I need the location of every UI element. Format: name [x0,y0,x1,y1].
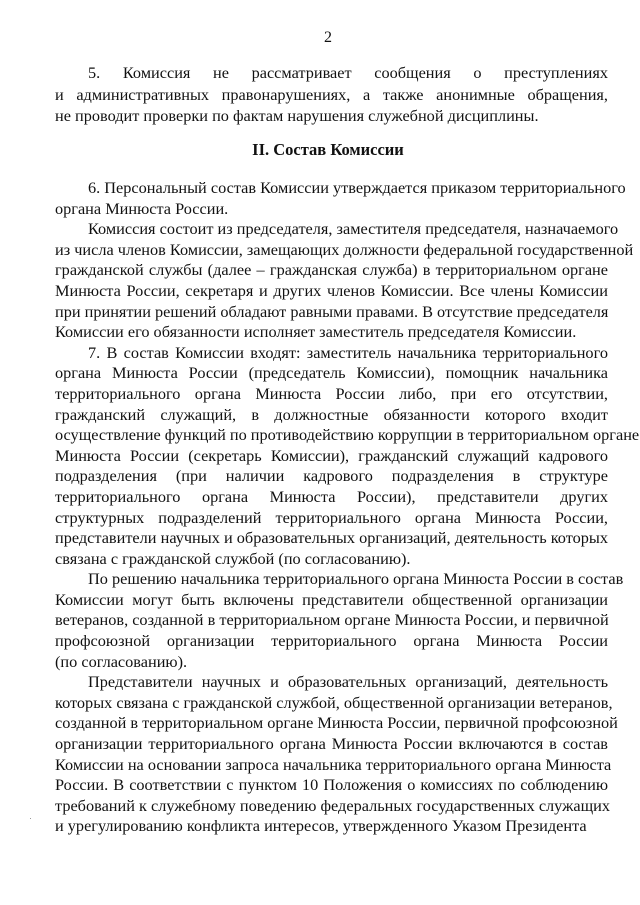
text-line: органа Минюста России (председатель Комиссии), помощник начальника [55,363,608,383]
text-line: 6. Персональный состав Комиссии утверждается приказом территориального [88,178,626,197]
text-line: Минюста России (секретарь Комиссии), гражданский служащий кадрового [55,445,608,465]
text-line: организации территориального органа Минюста России включаются в состав [55,734,608,754]
text-line: Минюста России, секретаря и других членов Комиссии. Все члены Комиссии [55,280,608,300]
text-line: при принятии решений обладают равными правами. В отсутствие председателя [55,301,609,321]
text-line: созданной в территориальном органе Минюста России, первичной профсоюзной [55,713,618,733]
text-line: (по согласованию). [55,651,188,671]
paragraph-decision [55,569,624,672]
paragraph-6 [55,178,626,219]
text-line: связана с гражданской службой (по согласованию). [55,548,411,568]
section-heading: II. Состав Комиссии [252,140,404,159]
text-line: гражданский служащий, в должностные обязанности которого входит [55,404,608,424]
text-line: и урегулированию конфликта интересов, утвержденного Указом Президента [55,816,587,836]
page-number: 2 [324,29,332,46]
text-line: По решению начальника территориального органа Минюста России в состав [88,569,624,589]
text-line: осуществление функций по противодействию коррупции в территориальном органе [55,425,640,445]
text-line: Комиссии его обязанности исполняет заместитель председателя Комиссии. [55,322,577,342]
text-line: 7. В состав Комиссии входят: заместитель начальника территориального [88,342,608,362]
text-line: которых связана с гражданской службой, общественной организации ветеранов, [55,692,613,712]
text-line: требований к служебному поведению федеральных государственных служащих [55,795,610,815]
paragraph-representatives [55,672,618,837]
text-line: профсоюзной организации территориального органа Минюста России [55,631,608,651]
text-line: Комиссия состоит из председателя, заместителя председателя, назначаемого [88,219,619,239]
scan-speck [30,818,31,819]
paragraph-composition [55,219,634,343]
text-line: Комиссии могут быть включены представители общественной организации [55,589,608,609]
text-line: гражданской службы (далее – гражданская служба) в территориальном органе [55,260,608,280]
paragraph-5 [55,62,608,127]
text-line: территориального органа Минюста России), представители других [55,486,608,506]
paragraph-7 [55,342,640,570]
text-line: и административных правонарушениях, а также анонимные обращения, [55,84,608,104]
text-line: органа Минюста России. [55,198,229,218]
text-line: ветеранов, созданной в территориальном органе Минюста России, и первичной [55,610,609,630]
text-line: Комиссии на основании запроса начальника территориального органа Минюста [55,754,612,774]
text-line: 5. Комиссия не рассматривает сообщения о преступлениях [88,63,608,82]
text-line: территориального органа Минюста России либо, при его отсутствии, [55,383,608,403]
text-line: структурных подразделений территориального органа Минюста России, [55,507,608,527]
text-line: Представители научных и образовательных организаций, деятельность [88,672,608,692]
section-body [55,178,640,837]
text-line: не проводит проверки по фактам нарушения служебной дисциплины. [55,106,539,125]
text-line: представители научных и образовательных организаций, деятельность которых [55,528,608,548]
text-line: России. В соответствии с пунктом 10 Положения о комиссиях по соблюдению [55,775,608,795]
text-line: из числа членов Комиссии, замещающих должности федеральной государственной [55,239,634,259]
text-line: подразделения (при наличии кадрового подразделения в структуре [55,466,608,486]
